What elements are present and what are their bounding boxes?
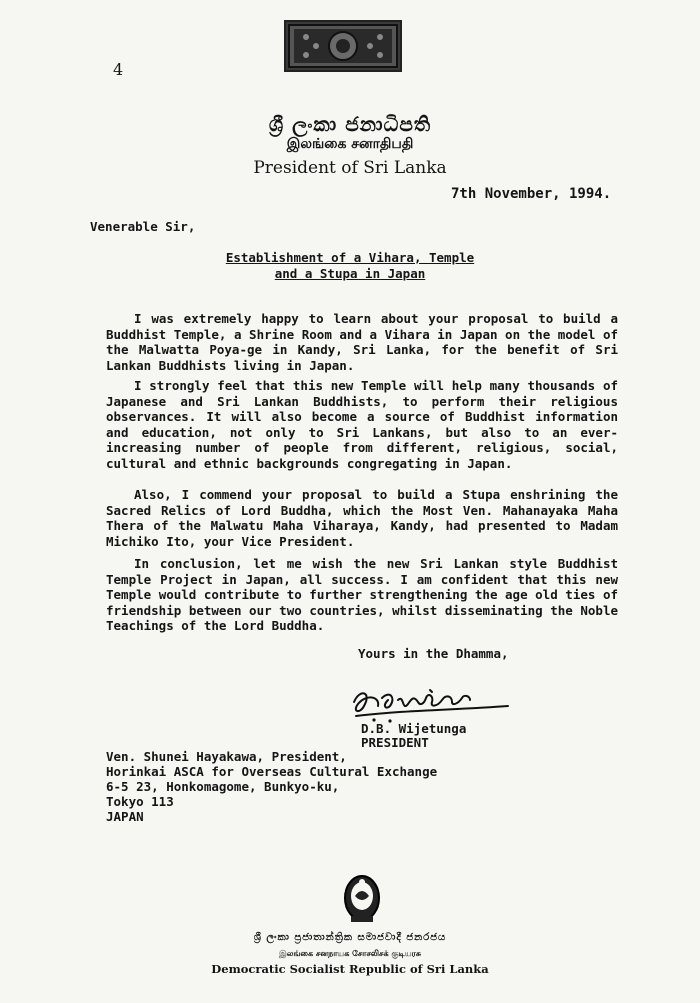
letter-date: 7th November, 1994.	[451, 186, 612, 202]
addressee-block	[106, 749, 437, 824]
body-paragraph: I strongly feel that this new Temple will help many thousands of Japanese and Sri Lankan Buddhists, to perform their religious observances. It will also become a source of Buddhist information and education, not only to Sri Lankans, but also to an ever-increasing number of people from different, religious, social, cultural and ethnic backgrounds congregating in Japan.	[106, 378, 618, 471]
letterhead-title-english: President of Sri Lanka	[253, 158, 447, 178]
ornamental-seal-icon	[284, 20, 402, 72]
letterhead-title-sinhala: ශ්‍රී ලංකා ජනාධිපති	[268, 112, 432, 136]
closing: Yours in the Dhamma,	[358, 646, 509, 661]
footer-sinhala: ශ්‍රී ලංකා ප්‍රජාතාන්ත්‍රික සමාජවාදී ජනරජය	[253, 932, 447, 943]
letterhead-title-tamil: இலங்கை சனாதிபதி	[286, 136, 414, 152]
signatory-block	[361, 722, 466, 750]
signatory-title: PRESIDENT	[361, 735, 429, 750]
address-line: JAPAN	[106, 809, 144, 824]
salutation: Venerable Sir,	[90, 219, 196, 234]
subject-line-2: and a Stupa in Japan	[274, 265, 426, 281]
stray-mark: 4	[113, 60, 124, 79]
subject-heading	[0, 250, 700, 281]
body-paragraph: In conclusion, let me wish the new Sri Lankan style Buddhist Temple Project in Japan, all success. I am confident that this new Temple would contribute to further strengthening the age old ties of friendship between our two countries, whilst disseminating the Noble Teachings of the Lord Buddha.	[106, 556, 618, 634]
address-line: Ven. Shunei Hayakawa, President,	[106, 749, 347, 764]
body-paragraph: I was extremely happy to learn about your proposal to build a Buddhist Temple, a Shrine Room and a Vihara in Japan on the model of the Malwatta Poya-ge in Kandy, Sri Lanka, for the benefit of Sri Lankan Buddhists living in Japan.	[106, 311, 618, 373]
body-paragraph: Also, I commend your proposal to build a Stupa enshrining the Sacred Relics of Lord Buddha, which the Most Ven. Mahanayaka Maha Thera of the Malwatu Maha Viharaya, Kandy, had presented to Madam Michiko Ito, your Vice President.	[106, 487, 618, 549]
footer-tamil: இலங்கை சனநாயக சோசலிசக் குடியரசு	[278, 948, 421, 958]
address-line: Horinkai ASCA for Overseas Cultural Exchange	[106, 764, 438, 779]
address-line: Tokyo 113	[106, 794, 174, 809]
footer-english: Democratic Socialist Republic of Sri Lanka	[211, 962, 489, 976]
national-emblem-icon	[341, 872, 383, 930]
signatory-name: D.B. Wijetunga	[361, 721, 467, 736]
address-line: 6-5 23, Honkomagome, Bunkyo-ku,	[106, 779, 340, 794]
subject-line-1: Establishment of a Vihara, Temple	[225, 250, 475, 265]
